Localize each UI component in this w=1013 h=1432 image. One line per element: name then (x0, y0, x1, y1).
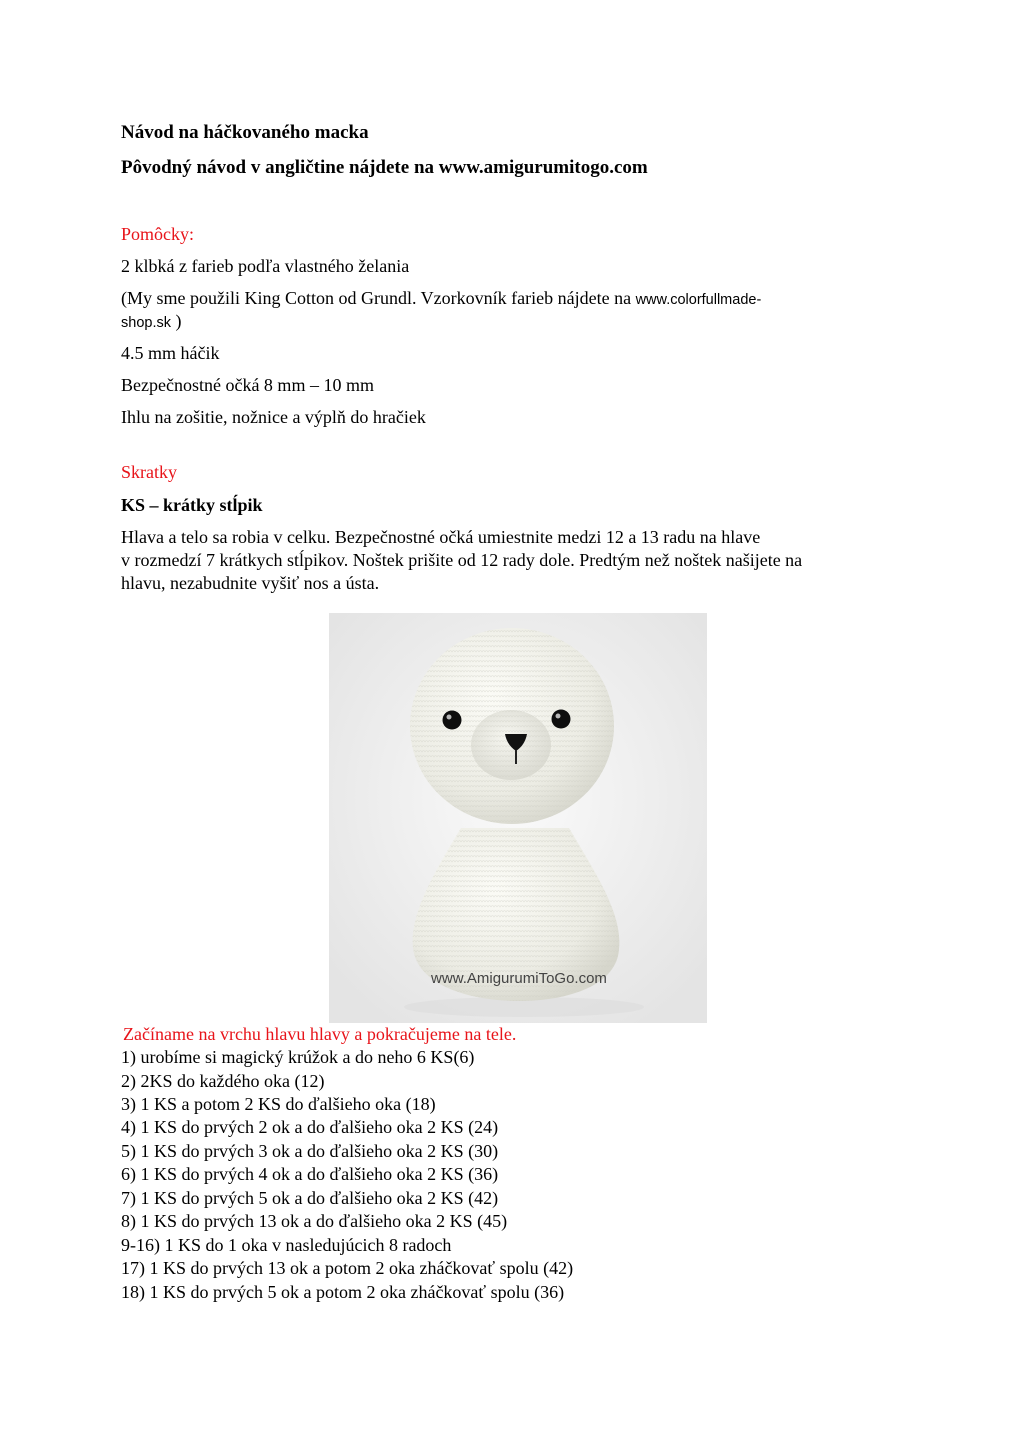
instruction-row: 4) 1 KS do prvých 2 ok a do ďalšieho oka 2 KS (24) (121, 1117, 499, 1137)
tools-yarn: 2 klbká z farieb podľa vlastného želania (121, 256, 410, 276)
instruction-row: 7) 1 KS do prvých 5 ok a do ďalšieho oka 2 KS (42) (121, 1188, 499, 1208)
tools-note-suffix: ) (175, 311, 182, 331)
tools-note-line1 (121, 287, 761, 311)
tools-eyes: Bezpečnostné očká 8 mm – 10 mm (121, 375, 374, 395)
tools-misc: Ihlu na zošitie, nožnice a výplň do hračiek (121, 407, 426, 427)
instruction-row: 8) 1 KS do prvých 13 ok a do ďalšieho oka 2 KS (45) (121, 1211, 508, 1231)
document-subtitle: Pôvodný návod v angličtine nájdete na www.amigurumitogo.com (121, 157, 648, 178)
tools-hook: 4.5 mm háčik (121, 343, 220, 363)
description-line-3: hlavu, nezabudnite vyšiť nos a ústa. (121, 573, 380, 593)
bear-left-eye (443, 711, 462, 730)
instruction-row: 17) 1 KS do prvých 13 ok a potom 2 oka zháčkovať spolu (42) (121, 1258, 574, 1278)
tools-note-line2 (121, 310, 181, 334)
instruction-row: 1) urobíme si magický krúžok a do neho 6 KS(6) (121, 1047, 475, 1067)
tools-note-link[interactable]: www.colorfullmade- (635, 292, 762, 308)
document-title: Návod na háčkovaného macka (121, 122, 369, 143)
tools-heading: Pomôcky: (121, 224, 195, 244)
instruction-row: 3) 1 KS a potom 2 KS do ďalšieho oka (18) (121, 1094, 436, 1114)
abbreviations-heading: Skratky (121, 462, 177, 482)
photo-watermark: www.AmigurumiToGo.com (431, 970, 607, 987)
tools-note-link-end[interactable]: shop.sk (121, 315, 171, 331)
bear-right-eye (552, 710, 571, 729)
tools-note-prefix: (My sme použili King Cotton od Grundl. Vzorkovník farieb nájdete na (121, 288, 632, 308)
instructions-heading: Začíname na vrchu hlavu hlavy a pokračujeme na tele. (123, 1024, 517, 1044)
description-line-1: Hlava a telo sa robia v celku. Bezpečnostné očká umiestnite medzi 12 a 13 radu na hlave (121, 527, 761, 547)
instruction-row: 18) 1 KS do prvých 5 ok a potom 2 oka zháčkovať spolu (36) (121, 1282, 565, 1302)
instruction-row: 6) 1 KS do prvých 4 ok a do ďalšieho oka 2 KS (36) (121, 1164, 499, 1184)
abbreviation-ks: KS – krátky stĺpik (121, 495, 263, 515)
description-line-2: v rozmedzí 7 krátkych stĺpikov. Noštek prišite od 12 rady dole. Predtým než noštek našijete na (121, 550, 803, 570)
bear-photo (329, 613, 707, 1023)
instruction-row: 2) 2KS do každého oka (12) (121, 1071, 325, 1091)
instruction-row: 5) 1 KS do prvých 3 ok a do ďalšieho oka 2 KS (30) (121, 1141, 499, 1161)
instruction-row: 9-16) 1 KS do 1 oka v nasledujúcich 8 radoch (121, 1235, 452, 1255)
